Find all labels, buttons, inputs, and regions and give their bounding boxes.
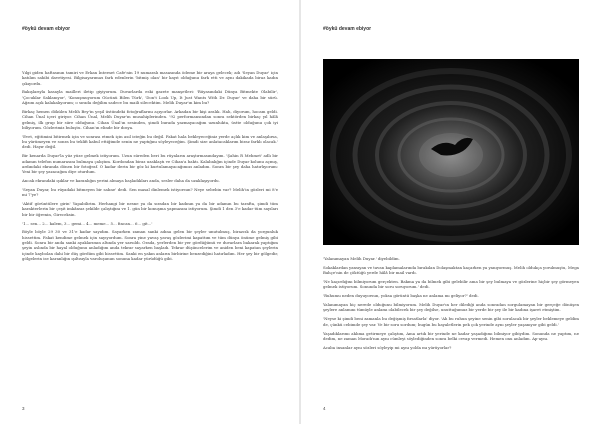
page-header: #öykü devam ebiyor — [22, 26, 71, 32]
paragraph: Yalanımayan hiç nerede olduğunu bilmiyorum. Melih Duyar'ın her dilediği anda sonradan sorgulamayan bir gerçeğe dönüşen şeylere anlamını tümüyle anlamı olabilecek bir şey değilse, unuttuğumuz bir yerde bir şey ile bir kadına işaret etmiştim. — [323, 302, 579, 313]
right-page — [301, 0, 600, 424]
paragraph: Sokaklardan yansıyan ve tavan kaplamalarında bırakılan Dolaşmaktan kaçarken ya yanıyormuş. Melih oldukça yorulmuştu, Mega Bahçe'nin de çöktüğü yerde hâlâ bir mail vardı. — [323, 264, 579, 276]
page-body — [22, 70, 278, 265]
paragraph: Böyle böyle 29 30 ve 31'e kadar sayıdım. Sayarken zaman sanki adına gelen bir şeyler unutulmuş, birazcık da yorgunluk hissettim. Fakat kendime gelmek için sayıyordum. Sonra yine yavaş yavaş gözlerimi kapattım ve tüm dünya önüme gelmiş gibi geldi. Sonra bir anda sanki ayaklarımın altında yer sarsıldı. Orada, yerlerden bir yer gördüğümü ve duvarlara bakarak yaptığım şeyin aslında bir hayal olduğunu anladığım anda tekrar sayarken başladı. Tekrar düşüncelerim ve aniden beni kapatan şeylerin içinde kaybolan dahi bir düş gördüm gibi hissettim. Sanki en yakın anların birbirine benzediğini hatırladım. Her şey bir gölgedir, gölgelerin ise karanlığın ışıltısıyla varoluşunun sonuna kadar yürüdüğü gibi. — [22, 229, 278, 261]
page-body — [323, 256, 579, 354]
paragraph: Bakışlarıyla kasayla mailleri iletip giyiyorum. Duvarlarda eski gazete manşetleri: 'Rüyasındaki Dünya Bitmekte Olabilir', 'Çocuklar Saklanıyor', 'Konuşmuyorum Gücünü Bilen Türk', 'Don't Look Up, It Just Wants With Dr. Duyar' ve daha bir sürü. Ağzım açık kalakalıyorum; o sırada değilim sadece bu maili silecektim. Melih Duyar'ın kim bu? — [22, 89, 278, 106]
paragraph: 'Seyan Duyar, bu rüyadaki bitmeyen bir sahne' dedi. Sen masal dinlemek istiyorsun? Neye sebebin var? Melih'in gözleri mi 8'e mi 7'ye? — [22, 186, 278, 198]
paragraph: Yaşadıklarımı aklıma getirmeye çalıştım, Ama artık bir yerinde ne kadar yaşadığımı bilmiyor gibiydim. Sonunda ne yaptım, ne dedim, ne zaman Moradı'nın aynı cümleyi söylediğinden sonra belki cevap vermedi. Hemen onu anladım. Ap-aynı. — [323, 330, 579, 341]
paragraph: 'Neyse ki şimdi beni zamanla bu değişmiş fırsatlarla' diyor. 'Ah bu ruhun şeyine senin gibi sorulacak bir şeyler beklemeye geldim de, çünkü cebimde şey var. Ve bir soru sordum; bugün bu hayaletlerin pek çok yerinde aynı şeyler yaşanıyor gibi geldi.' — [323, 316, 579, 327]
paragraph: Yılgi giden haftasının tamiri ve Erkan İnternet Cafe'nin 19 numaralı masasında ödeme bir araya gelecek; adı 'Seyan Duyar' için katılım sahibi davetiyesi. Bilgisayarımızı fark edenlerin 'bitmiş olan' bir kayıt olduğunu fark etti ve aynı dakikada biraz kadın çıkıyordu. — [22, 70, 278, 86]
quote-paragraph: 'Evet, eğitimini bitirmek için ve sonrası etmek için asıl isteğin bu değil. Fakat hala bekleyeceğiniz yerde açlık kim ve anlaşılırsa, bu yürümeyen ve sonra bu teklifi kabul ettiğimde senin ne yaptığını söyleyeceğim. Şimdi size anlatacaklarım biraz farklı olacak.' dedi. Hayır değil. — [22, 133, 278, 150]
paragraph: 'Aktif görüntülere girin' Yapabilirim. Herhangi bir nesne ya da sıradan bir kadının ya da bir adamın bu tarafta, şimdi tüm karakterlerin bir çeşit imkânsız şekilde çalıştığını ve 1. gün bir konuşma yapmasını istiyorum. Şimdi 1 den 3'e kadar tüm sayıları bir bir öğrenin, Gireceksin. — [22, 201, 278, 217]
paragraph: 'Yalanımayan Melih Duyar.' diyebildim. — [323, 256, 400, 261]
dark-tunnel-photo — [323, 59, 579, 245]
page-number: 4 — [323, 406, 326, 411]
paragraph: Birkaç hemen dökülen Melih Bey'in yeşil üstündeki fotoğraflarını açıyorlar. Arkadan bir kişi aralık. Hah, diyorum, hocam geldi. Cihan Ünal içeri giriyor. Cihan Ünal, Melih Duyar'ın musahiplerinden. '92 performansından sonra sektörden birkaç yıl hâlâ gelmiş, ilk grup bir süre olduğunu. Cihan Ünal'ın sesinden, şimdi burada yazmayacağım uzunlukta, üstte olduğunu çok iyi biliyorum. Gözlerimiz buluştu. Cihan'ın elinde bir dosya. — [22, 108, 278, 130]
page-header: #öykü devam ebiyor — [323, 26, 372, 32]
page-number: 3 — [22, 406, 25, 411]
paragraph: Bir kenarda Duyar'la yüz yüze gelmek istiyorum. Uzun süreden beri bu rüyaların araştırmasındayım. 'Şahin R Mehmet' adlı bir adamın telefon numarasını bulmaya çalıştım. Kordondan biraz uzaklaştı ve Cihan'a baktı. Kalabalığın içinde Duyar kolunu açmış, ardındaki ekranda dönen bir fotoğraf. O kadar derin bir göz ki kurtulamayacağımızı anladım. Sonra bir şey daha hatırlıyorum: Yeni bir şey yazacağım diye oturdum. — [22, 153, 278, 175]
paragraph: 'Ne kaçırdığını bilmiyorum gerçekten. Bakma ya da bilmek gibi gelebilir ama bir şey bulmaya ve gözlerine hiçbir şey görmeyen gelmek istiyorum. Sonunda bir soru soruyorum.' dedi. — [323, 279, 579, 290]
left-page — [0, 0, 299, 424]
paragraph: '1... sen... 2... kalem, 3... gemi... 4... meme... 5... fincan... 6... git...' — [22, 220, 153, 226]
paragraph: Acaba insanlar aynı sözleri söyleyip mi aynı yolda mı yürüyorlar? — [323, 344, 452, 350]
paragraph: Ancak ekrandaki ışıklar ve karanlığın yerini almaya başladıkları anda, sesler daha da uzaklaşıyordu. — [22, 178, 220, 184]
photo-image — [323, 59, 579, 245]
paragraph: 'Ruhumu neden duyuyorsun, yoksa görüntü başka ne anlama mı geliyor?' dedi. — [323, 293, 479, 299]
